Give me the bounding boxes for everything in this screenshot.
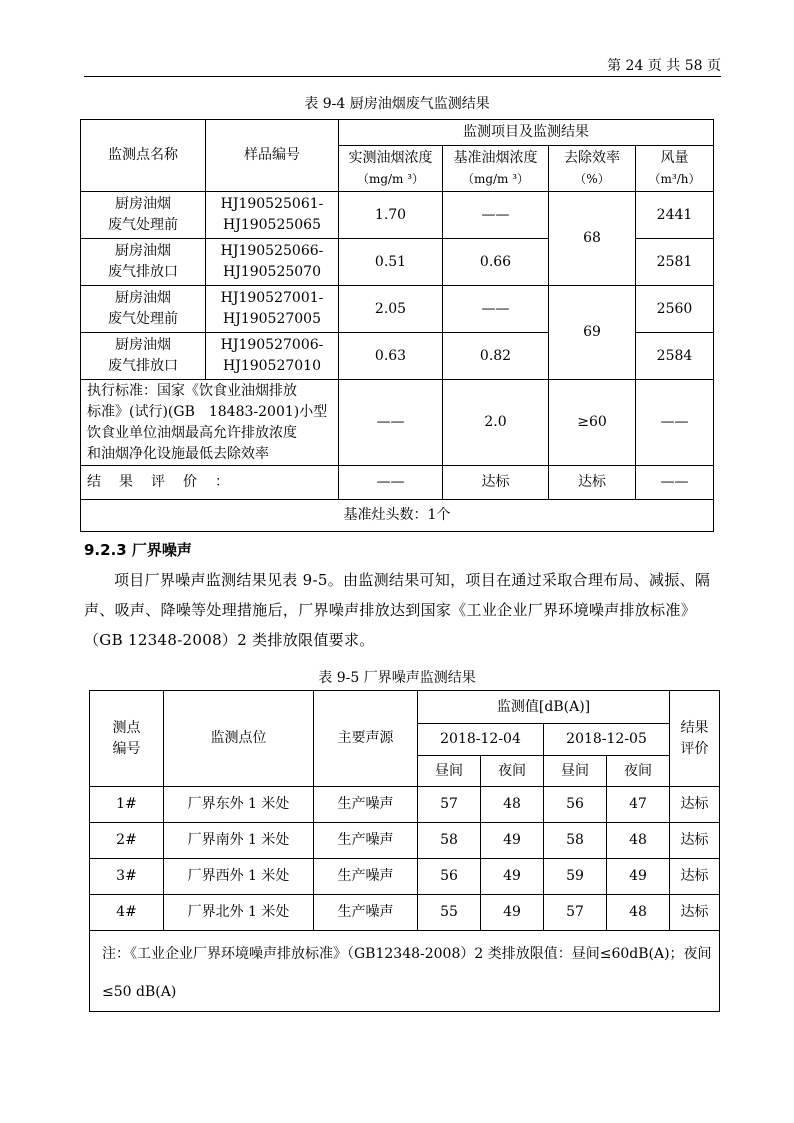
header-measured: 实测油烟浓度 （mg/m ³） [339, 146, 443, 192]
standard-measured: —— [339, 380, 443, 466]
night-value: 48 [481, 787, 544, 823]
section-paragraph: 项目厂界噪声监测结果见表 9-5。由监测结果可知，项目在通过采取合理布局、减振、隔声、吸声、降噪等处理措施后，厂界噪声排放达到国家《工业企业厂界环境噪声排放标准》（GB 12348-2008）2 类排放限值要求。 [84, 571, 711, 649]
standard-airflow: —— [636, 380, 714, 466]
header-point-name: 监测点名称 [81, 120, 206, 192]
header-day: 昼间 [544, 756, 607, 787]
night-value: 48 [607, 823, 670, 859]
baseline-value: 0.82 [443, 333, 549, 380]
burner-count: 基准灶头数：1个 [81, 500, 714, 532]
night-value: 47 [607, 787, 670, 823]
day-value: 57 [544, 895, 607, 931]
measured-value: 2.05 [339, 286, 443, 333]
night-value: 49 [481, 823, 544, 859]
airflow-value: 2584 [636, 333, 714, 380]
section-title: 9.2.3 厂界噪声 [84, 541, 192, 559]
point-location: 厂界南外 1 米处 [164, 823, 314, 859]
point-code: 4# [90, 895, 164, 931]
header-efficiency: 去除效率 （%） [549, 146, 636, 192]
point-name: 厨房油烟 废气处理前 [81, 192, 206, 239]
result-value: 达标 [670, 787, 720, 823]
sample-no: HJ190525061- HJ190525065 [206, 192, 339, 239]
header-date-1: 2018-12-04 [418, 724, 544, 756]
sample-no: HJ190527001- HJ190527005 [206, 286, 339, 333]
table-row [90, 859, 720, 895]
standard-row [81, 380, 714, 466]
standard-text: 执行标准：国家《饮食业油烟排放 标准》(试行)(GB 18483-2001)小型 饮食业单位油烟最高允许排放浓度 和油烟净化设施最低去除效率 [81, 380, 339, 466]
point-location: 厂界西外 1 米处 [164, 859, 314, 895]
point-location: 厂界东外 1 米处 [164, 787, 314, 823]
header-code: 测点 编号 [90, 691, 164, 787]
point-location: 厂界北外 1 米处 [164, 895, 314, 931]
table-row [90, 787, 720, 823]
efficiency-value: 68 [549, 192, 636, 286]
noise-source: 生产噪声 [314, 787, 418, 823]
noise-table-note: 注：《工业企业厂界环境噪声排放标准》（GB12348-2008）2 类排放限值：昼间≤60dB(A)；夜间≤50 dB(A) [90, 931, 720, 1012]
table-9-4-caption: 表 9-4 厨房油烟废气监测结果 [304, 96, 490, 112]
day-value: 56 [418, 859, 481, 895]
point-name: 厨房油烟 废气排放口 [81, 239, 206, 286]
point-name: 厨房油烟 废气排放口 [81, 333, 206, 380]
noise-source: 生产噪声 [314, 895, 418, 931]
day-value: 55 [418, 895, 481, 931]
evaluation-row [81, 466, 714, 500]
header-result: 结果 评价 [670, 691, 720, 787]
result-value: 达标 [670, 895, 720, 931]
table-9-5-caption: 表 9-5 厂界噪声监测结果 [318, 670, 476, 686]
evaluation-label: 结果评价： [81, 466, 339, 500]
result-value: 达标 [670, 823, 720, 859]
night-value: 49 [607, 859, 670, 895]
night-value: 49 [481, 859, 544, 895]
table-row [90, 823, 720, 859]
day-value: 58 [544, 823, 607, 859]
table-row [81, 286, 714, 333]
table-row [90, 895, 720, 931]
point-code: 2# [90, 823, 164, 859]
standard-efficiency: ≥60 [549, 380, 636, 466]
measured-value: 0.63 [339, 333, 443, 380]
baseline-value: —— [443, 286, 549, 333]
efficiency-value: 69 [549, 286, 636, 380]
baseline-value: 0.66 [443, 239, 549, 286]
evaluation-airflow: —— [636, 466, 714, 500]
point-code: 3# [90, 859, 164, 895]
table-row [81, 192, 714, 239]
header-sample-no: 样品编号 [206, 120, 339, 192]
sample-no: HJ190527006- HJ190527010 [206, 333, 339, 380]
header-monitoring-group: 监测项目及监测结果 [339, 120, 714, 146]
noise-source: 生产噪声 [314, 823, 418, 859]
day-value: 56 [544, 787, 607, 823]
kitchen-fume-table [80, 119, 714, 532]
evaluation-measured: —— [339, 466, 443, 500]
baseline-value: —— [443, 192, 549, 239]
noise-table [89, 690, 720, 1012]
header-location: 监测点位 [164, 691, 314, 787]
header-baseline: 基准油烟浓度 （mg/m ³） [443, 146, 549, 192]
header-day: 昼间 [418, 756, 481, 787]
night-value: 48 [607, 895, 670, 931]
evaluation-efficiency: 达标 [549, 466, 636, 500]
page-number: 第 24 页 共 58 页 [607, 58, 721, 74]
airflow-value: 2560 [636, 286, 714, 333]
measured-value: 0.51 [339, 239, 443, 286]
standard-baseline: 2.0 [443, 380, 549, 466]
result-value: 达标 [670, 859, 720, 895]
header-airflow: 风量 （m³/h） [636, 146, 714, 192]
header-night: 夜间 [607, 756, 670, 787]
header-date-2: 2018-12-05 [544, 724, 670, 756]
evaluation-baseline: 达标 [443, 466, 549, 500]
point-code: 1# [90, 787, 164, 823]
night-value: 49 [481, 895, 544, 931]
page-header [84, 56, 721, 77]
day-value: 57 [418, 787, 481, 823]
noise-source: 生产噪声 [314, 859, 418, 895]
header-measurement-group: 监测值[dB(A)] [418, 691, 670, 724]
day-value: 58 [418, 823, 481, 859]
header-source: 主要声源 [314, 691, 418, 787]
sample-no: HJ190525066- HJ190525070 [206, 239, 339, 286]
airflow-value: 2441 [636, 192, 714, 239]
header-night: 夜间 [481, 756, 544, 787]
day-value: 59 [544, 859, 607, 895]
measured-value: 1.70 [339, 192, 443, 239]
point-name: 厨房油烟 废气处理前 [81, 286, 206, 333]
airflow-value: 2581 [636, 239, 714, 286]
